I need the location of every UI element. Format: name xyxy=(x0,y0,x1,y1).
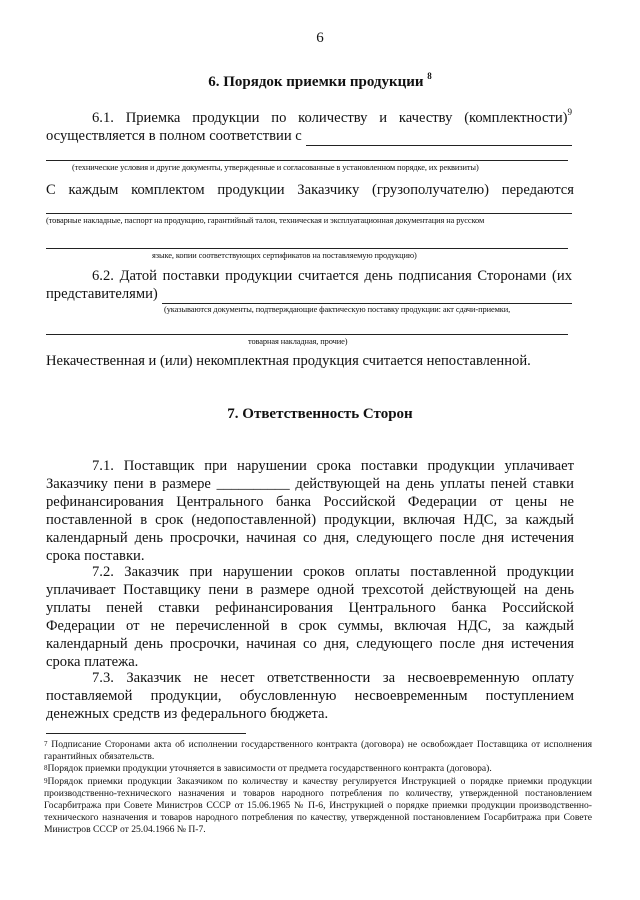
footnote-separator xyxy=(46,733,246,734)
caption-delivery-docs-1: (указываются документы, подтверждающие фактическую поставку продукции: акт сдачи-приемки, xyxy=(164,305,511,314)
section-6-title: 6. Порядок приемки продукции $^8$ xyxy=(208,71,432,90)
fill-in-line xyxy=(46,248,568,249)
clause-6-2-line-2: представителями) xyxy=(46,286,158,302)
clause-7-1-line-1: 7.1. Поставщик при нарушении срока поставки продукции уплачивает xyxy=(92,458,574,474)
clause-6-1-line-1: 6.1. Приемка продукции по количеству и качеству (комплектности)$^9$ xyxy=(92,107,572,126)
fill-in-line xyxy=(162,303,572,304)
clause-7-1-line-6: срока поставки. xyxy=(46,548,145,564)
footnote-ref-8: 8 xyxy=(427,71,432,81)
clause-7-2-line-1: 7.2. Заказчик при нарушении сроков оплаты поставленной продукции xyxy=(92,564,574,580)
clause-6-1-line-2: осуществляется в полном соответствии с xyxy=(46,128,302,144)
footnotes xyxy=(44,739,592,837)
clause-6-2-note: Некачественная и (или) некомплектная продукция считается непоставленной. xyxy=(46,353,531,369)
footnote-8: $^8$Порядок приемки продукции уточняется в зависимости от предмета государственного контракта (договора). xyxy=(44,763,492,775)
clause-6-1-line-3: С каждым комплектом продукции Заказчику (грузополучателю) передаются xyxy=(46,182,574,198)
fill-in-line xyxy=(46,213,572,214)
caption-documents-2: языке, копии соответствующих сертификатов на поставляемую продукцию) xyxy=(152,251,417,260)
fill-in-line xyxy=(46,334,568,335)
fill-in-line xyxy=(306,145,572,146)
footnote-7: $^7$ Подписание Сторонами акта об исполнении государственного контракта (договора) не освобождает Поставщика от исполнения гарантийных обязательств. xyxy=(44,739,592,763)
clause-7-2-line-2: уплачивает Поставщику пени в размере одной трехсотой действующей на день xyxy=(46,582,574,598)
clause-7-3-line-3: денежных средств из федерального бюджета. xyxy=(46,706,329,722)
clause-7-1-line-5: календарный день просрочки, начиная со дня, следующего после дня истечения xyxy=(46,530,574,546)
caption-delivery-docs-2: товарная накладная, прочие) xyxy=(248,337,348,346)
section-7-title: 7. Ответственность Сторон xyxy=(227,406,413,422)
clause-7-2-line-6: срока платежа. xyxy=(46,654,139,670)
clause-7-1-line-2: Заказчику пени в размере __________ действующей на день уплаты пеней ставки xyxy=(46,476,574,492)
clause-7-2-line-4: Федерации от не перечисленной в срок суммы, включая НДС, за каждый xyxy=(46,618,574,634)
footnote-ref-9: 9 xyxy=(567,107,572,117)
clause-7-3-line-2: поставляемой продукции, обусловленную несвоевременным поступлением xyxy=(46,688,574,704)
page-number: 6 xyxy=(316,30,324,46)
clause-7-2-line-3: уплаты пеней ставки рефинансирования Центрального банка Российской xyxy=(46,600,574,616)
clause-6-2-line-1: 6.2. Датой поставки продукции считается день подписания Сторонами (их xyxy=(92,268,572,284)
clause-7-3-line-1: 7.3. Заказчик не несет ответственности за несвоевременную оплату xyxy=(92,670,574,686)
clause-7-2-line-5: календарный день просрочки, начиная со дня, следующего после дня истечения xyxy=(46,636,574,652)
footnote-9: $^9$Порядок приемки продукции Заказчиком по количеству и качеству регулируется Инструкцией о порядке приемки продукции производственно-технического назначения и товаров народного потребления по количеству, утвержденной постановлением Госарбитража при Совете Министров СССР от 15.06.1965 № П-6, Инструкцией о порядке приемки продукции производственно-технического назначения и товаров народного потребления по качеству, утвержденной постановлением Госарбитража при Совете Министров СССР от 25.04.1966 № П-7. xyxy=(44,775,592,836)
clause-7-1-line-3: рефинансирования Центрального банка Российской Федерации от цены не xyxy=(46,494,574,510)
caption-conditions: (технические условия и другие документы, утвержденные и согласованные в установленном порядке, их реквизиты) xyxy=(72,163,479,172)
clause-7-1-line-4: поставленной в срок (недопоставленной) продукции, включая НДС, за каждый xyxy=(46,512,574,528)
caption-documents-1: (товарные накладные, паспорт на продукцию, гарантийный талон, техническая и эксплуатационная документация на русском xyxy=(46,216,485,225)
fill-in-line xyxy=(46,160,568,161)
